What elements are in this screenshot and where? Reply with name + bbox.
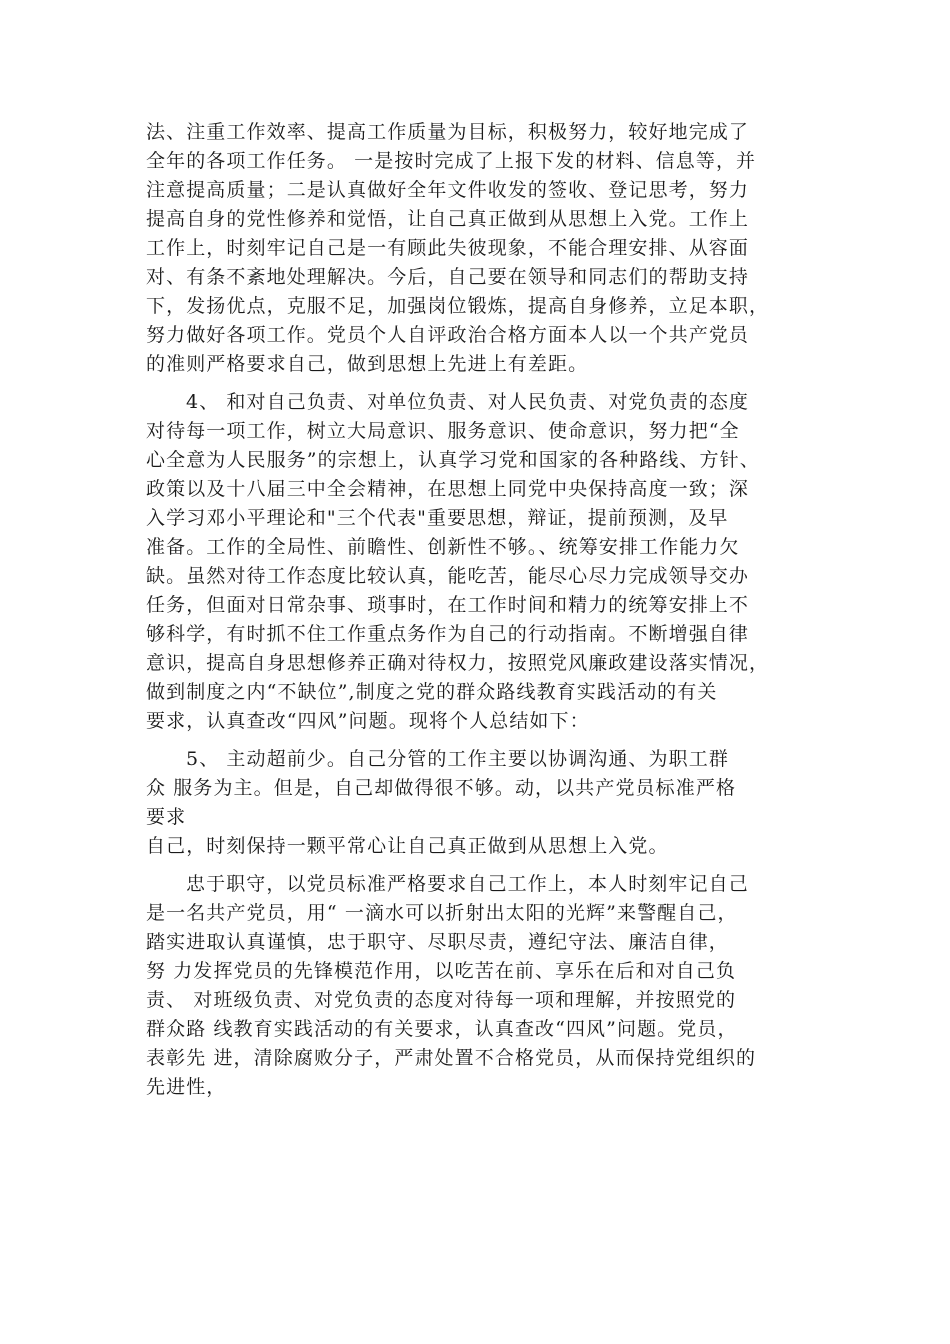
text-line: 5、 主动超前少。自己分管的工作主要以协调沟通、为职工群 <box>186 748 729 770</box>
text-line: 做到制度之内“不缺位”,制度之党的群众路线教育实践活动的有关 <box>146 681 718 703</box>
text-line: 提高自身的党性修养和觉悟，让自己真正做到从思想上入党。工作上 <box>146 208 750 230</box>
text-line: 表彰先 进，清除腐败分子，严肃处置不合格党员，从而保持党组织的 <box>146 1047 757 1069</box>
text-line: 政策以及十八届三中全会精神，在思想上同党中央保持高度一致；深 <box>146 478 750 500</box>
text-line: 缺。虽然对待工作态度比较认真，能吃苦，能尽心尽力完成领导交办 <box>146 565 750 587</box>
paragraph-loyalty <box>146 870 806 1102</box>
paragraph-work-summary <box>146 118 806 379</box>
text-line: 自己，时刻保持一颗平常心让自己真正做到从思想上入党。 <box>146 835 669 857</box>
text-line: 下，发扬优点，克服不足，加强岗位锻炼，提高自身修养，立足本职， <box>146 295 770 317</box>
text-line: 够科学，有时抓不住工作重点务作为自己的行动指南。不断增强自律 <box>146 623 750 645</box>
text-line: 意识，提高自身思想修养正确对待权力，按照党风廉政建设落实情况， <box>146 652 770 674</box>
text-line: 的准则严格要求自己，做到思想上先进上有差距。 <box>146 353 589 375</box>
text-line: 群众路 线教育实践活动的有关要求，认真查改“四风”问题。党员， <box>146 1018 738 1040</box>
text-line: 踏实进取认真谨慎，忠于职守、尽职尽责，遵纪守法、廉洁自律， <box>146 931 729 953</box>
paragraph-item-5 <box>146 745 806 861</box>
paragraph-item-4 <box>146 388 806 736</box>
text-line: 众 服务为主。但是，自己却做得很不够。动，以共产党员标准严格 <box>146 777 737 799</box>
text-line: 心全意为人民服务”的宗想上，认真学习党和国家的各种路线、方针、 <box>146 449 760 471</box>
document-body <box>146 118 806 1102</box>
text-line: 要求 <box>146 806 187 828</box>
text-line: 对、有条不紊地处理解决。今后，自己要在领导和同志们的帮助支持 <box>146 266 750 288</box>
text-line: 责、 对班级负责、对党负责的态度对待每一项和理解，并按照党的 <box>146 989 737 1011</box>
text-line: 准备。工作的全局性、前瞻性、创新性不够。、统筹安排工作能力欠 <box>146 536 740 558</box>
text-line: 注意提高质量；二是认真做好全年文件收发的签收、登记思考，努力 <box>146 179 750 201</box>
text-line: 先进性， <box>146 1076 227 1098</box>
text-line: 全年的各项工作任务。 一是按时完成了上报下发的材料、信息等，并 <box>146 150 757 172</box>
text-line: 要求，认真查改“四风”问题。现将个人总结如下： <box>146 710 590 732</box>
text-line: 4、 和对自己负责、对单位负责、对人民负责、对党负责的态度 <box>186 391 750 413</box>
text-line: 法、注重工作效率、提高工作质量为目标，积极努力，较好地完成了 <box>146 121 750 143</box>
text-line: 任务，但面对日常杂事、琐事时，在工作时间和精力的统筹安排上不 <box>146 594 750 616</box>
text-line: 入学习邓小平理论和"三个代表"重要思想，辩证，提前预测，及早 <box>146 507 729 529</box>
text-line: 是一名共产党员，用“ 一滴水可以折射出太阳的光辉”来警醒自己， <box>146 902 738 924</box>
text-line: 工作上，时刻牢记自己是一有顾此失彼现象，不能合理安排、从容面 <box>146 237 750 259</box>
text-line: 努力做好各项工作。党员个人自评政治合格方面本人以一个共产党员 <box>146 324 750 346</box>
text-line: 对待每一项工作，树立大局意识、服务意识、使命意识，努力把“全 <box>146 420 740 442</box>
text-line: 努 力发挥党员的先锋模范作用，以吃苦在前、享乐在后和对自己负 <box>146 960 737 982</box>
text-line: 忠于职守，以党员标准严格要求自己工作上，本人时刻牢记自己 <box>186 873 749 895</box>
